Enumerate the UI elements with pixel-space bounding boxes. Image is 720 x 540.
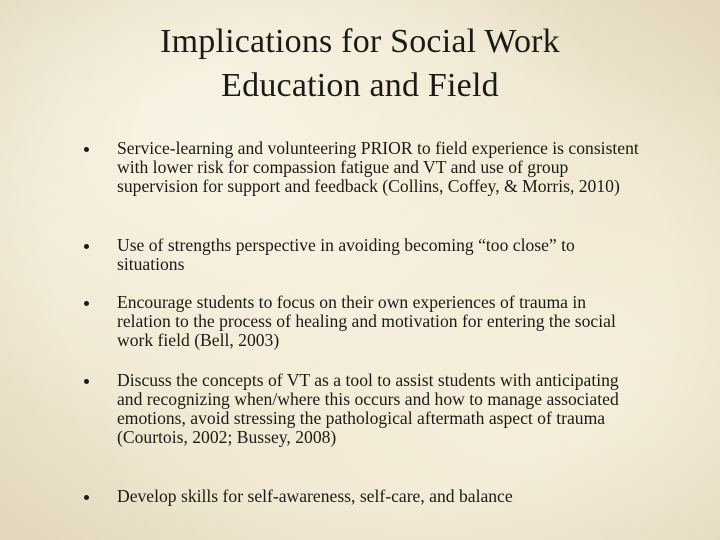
- slide-title-line-1: Implications for Social Work: [160, 23, 560, 60]
- bullet-dot-icon: [84, 244, 89, 249]
- bullet-dot-icon: [84, 147, 89, 152]
- bullet-text: Develop skills for self-awareness, self-care, and balance: [117, 486, 513, 506]
- bullet-text: Encourage students to focus on their own experiences of trauma in relation to the process of healing and motivation for entering the social work field (Bell, 2003): [117, 292, 616, 350]
- slide-title-line-2: Education and Field: [221, 67, 499, 104]
- bullet-text: Use of strengths perspective in avoiding becoming “too close” to situations: [117, 235, 575, 274]
- bullet-text: Discuss the concepts of VT as a tool to assist students with anticipating and recognizing when/where this occurs and how to manage associated emotions, avoid stressing the pathological aftermath aspect of trauma (Courtois, 2002; Bussey, 2008): [117, 370, 619, 447]
- bullet-dot-icon: [84, 379, 89, 384]
- bullet-text: Service-learning and volunteering PRIOR to field experience is consistent with lower risk for compassion fatigue and VT and use of group supervision for support and feedback (Collins, Coffey, & Morris, 2010): [117, 138, 639, 196]
- bullet-dot-icon: [84, 495, 89, 500]
- bullet-dot-icon: [84, 301, 89, 306]
